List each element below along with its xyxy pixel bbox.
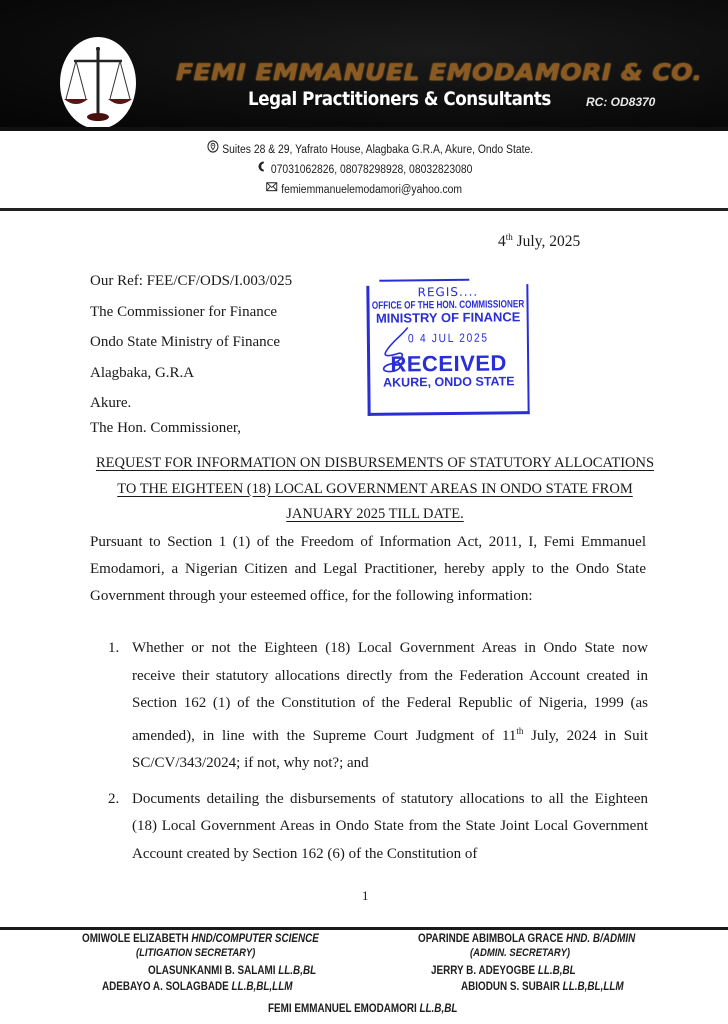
staff-qualification: LL.B,BL,LLM: [231, 981, 293, 993]
letterhead: [0, 0, 728, 127]
received-stamp: [366, 284, 529, 416]
stamp-date: 0 4 JUL 2025: [407, 330, 489, 346]
staff-name: ABIODUN S. SUBAIR: [461, 981, 560, 993]
recipient-line: Alagbaka, G.R.A: [90, 364, 195, 381]
staff-entry: [102, 981, 292, 993]
signature-icon: [378, 325, 419, 375]
location-pin-icon: [207, 140, 219, 160]
envelope-icon: [266, 180, 278, 200]
staff-qualification: LL.B,BL: [419, 1003, 458, 1015]
phone-line: [36, 160, 691, 180]
date-day: 4: [498, 233, 506, 250]
intro-paragraph: Pursuant to Section 1 (1) of the Freedom of Information Act, 2011, I, Femi Emmanuel Emodamori, a Nigerian Citizen and Legal Practitioner, hereby apply to the Ondo State Government through your esteemed office, for the following information:: [90, 534, 646, 604]
address-line: [48, 140, 692, 160]
staff-role: (ADMIN. SECRETARY): [470, 947, 571, 959]
staff-role: (LITIGATION SECRETARY): [136, 947, 256, 959]
staff-entry: [268, 1003, 457, 1015]
date-rest: July, 2025: [512, 233, 581, 250]
staff-entry: [82, 933, 319, 945]
recipient-block: [90, 266, 292, 419]
list-item: [108, 635, 648, 778]
recipient-line: Akure.: [90, 395, 132, 411]
staff-name: ADEBAYO A. SOLAGBADE: [102, 981, 229, 993]
list-number: 1.: [108, 640, 120, 656]
divider: [0, 208, 728, 211]
staff-name: OLASUNKANMI B. SALAMI: [148, 965, 276, 977]
list-item: [108, 786, 648, 869]
staff-qualification: LL.B,BL: [537, 965, 576, 977]
contact-block: [0, 140, 728, 200]
list-number: 2.: [108, 790, 120, 807]
staff-qualification: LL.B,BL,LLM: [562, 981, 624, 993]
email-line: [36, 180, 691, 200]
divider: [0, 127, 728, 131]
address-text: Suites 28 & 29, Yafrato House, Alagbaka G.R.A, Akure, Ondo State.: [222, 144, 534, 156]
stamp-line: MINISTRY OF FINANCE: [375, 309, 521, 326]
phone-icon: [256, 160, 268, 180]
staff-entry: [418, 933, 635, 945]
letter-date: [498, 232, 580, 251]
staff-name: OMIWOLE ELIZABETH: [82, 933, 189, 945]
staff-entry: [148, 965, 316, 977]
stamp-received: RECEIVED: [390, 350, 508, 377]
ordinal-suffix: th: [516, 725, 524, 736]
rc-number: RC: OD8370: [586, 95, 656, 109]
scales-of-justice-icon: [60, 37, 136, 129]
request-list: [108, 635, 648, 876]
subject-heading: REQUEST FOR INFORMATION ON DISBURSEMENTS OF STATUTORY ALLOCATIONS TO THE EIGHTEEN (18) LOCAL GOVERNMENT AREAS IN ONDO STATE FROM JANUARY 2025 TILL DATE.: [95, 455, 655, 522]
list-text: Documents detailing the disbursements of statutory allocations to all the Eighteen (18) Local Government Areas in Ondo State from the State Joint Local Government Account created by Section 162 (6) of the Constitution of: [132, 790, 648, 862]
list-text: July, 2024 in Suit SC/CV/343/2024; if not, why not?; and: [132, 727, 648, 771]
recipient-line: Ondo State Ministry of Finance: [90, 334, 280, 350]
stamp-line: OFFICE OF THE HON. COMMISSIONER: [371, 298, 525, 312]
page-number: 1: [362, 888, 369, 903]
date-suffix: th: [505, 232, 513, 242]
staff-qualification: HND. B/ADMIN: [566, 933, 636, 945]
firm-tagline: Legal Practitioners & Consultants: [248, 88, 551, 110]
phone-numbers[interactable]: 07031062826, 08078298928, 08032823080: [270, 164, 473, 176]
list-text: Whether or not the Eighteen (18) Local Government Areas in Ondo State now receive their statutory allocations directly from the Federation Account created in Section 162 (1) of the Constitution of the Federal Republic of Nigeria, 1999 (as amended), in line with the Supreme Court Judgment of 11: [132, 640, 648, 744]
stamp-line: REGIS....: [417, 284, 479, 300]
staff-entry: [431, 965, 576, 977]
staff-name: JERRY B. ADEYOGBE: [431, 965, 536, 977]
staff-qualification: LL.B,BL: [278, 965, 317, 977]
email-address[interactable]: femiemmanuelemodamori@yahoo.com: [281, 184, 463, 196]
staff-entry: [461, 981, 624, 993]
divider: [0, 927, 728, 930]
reference-number: Our Ref: FEE/CF/ODS/I.003/025: [90, 273, 293, 289]
salutation: The Hon. Commissioner,: [90, 420, 242, 436]
stamp-line: AKURE, ONDO STATE: [383, 374, 515, 390]
staff-name: OPARINDE ABIMBOLA GRACE: [418, 933, 564, 945]
staff-name: FEMI EMMANUEL EMODAMORI: [268, 1003, 417, 1015]
recipient-line: The Commissioner for Finance: [90, 303, 278, 320]
staff-qualification: HND/COMPUTER SCIENCE: [191, 933, 319, 945]
firm-name: FEMI EMMANUEL EMODAMORI & CO.: [176, 59, 703, 86]
